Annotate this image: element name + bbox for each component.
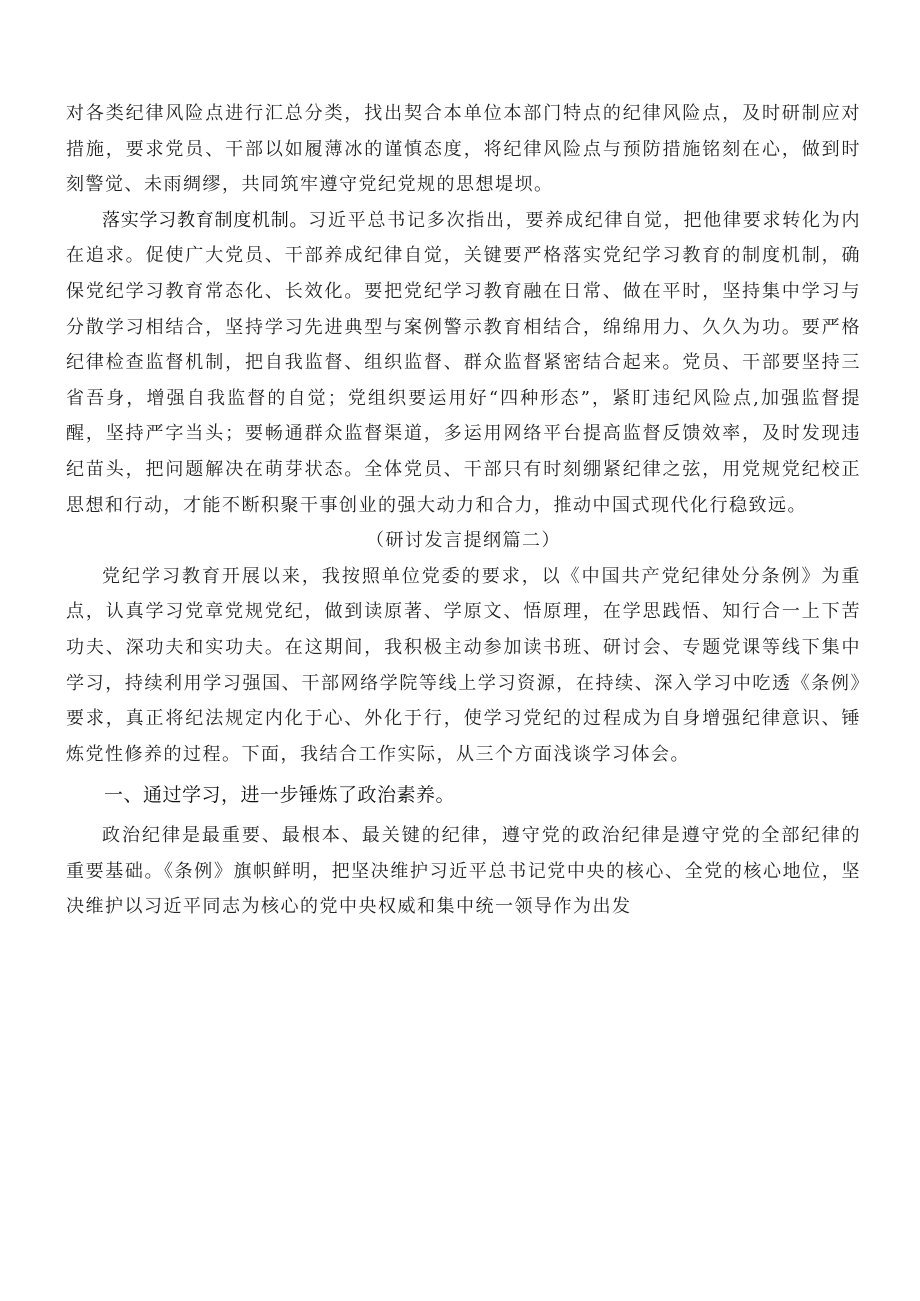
paragraph-risk-points: 对各类纪律风险点进行汇总分类，找出契合本单位本部门特点的纪律风险点，及时研制应对措施，要求党员、干部以如履薄冰的谨慎态度，将纪律风险点与预防措施铭刻在心，做到时刻警觉、未雨绸缪，共同筑牢遵守党纪党规的思想堤坝。 [66,103,861,196]
paragraph-body: 习近平总书记多次指出，要养成纪律自觉，把他律要求转化为内在追求。促使广大党员、干部养成纪律自觉，关键要严格落实党纪学习教育的制度机制，确保党纪学习教育常态化、长效化。要把党纪学习教育融在日常、做在平时，坚持集中学习与分散学习相结合，坚持学习先进典型与案例警示教育相结合，绵绵用力、久久为功。要严格纪律检查监督机制，把自我监督、组织监督、群众监督紧密结合起来。党员、干部要坚持三省吾身，增强自我监督的自觉；党组织要运用好“四种形态”，紧盯违纪风险点,加强监督提醒，坚持严字当头；要畅通群众监督渠道，多运用网络平台提高监督反馈效率，及时发现违纪苗头，把问题解决在萌芽状态。全体党员、干部只有时刻绷紧纪律之弦，用党规党纪校正思想和行动，才能不断积聚干事创业的强大动力和合力，推动中国式现代化行稳致远。 [66,209,861,516]
paragraph-education-mechanism [66,203,861,523]
paragraph-introduction: 党纪学习教育开展以来，我按照单位党委的要求，以《中国共产党纪律处分条例》为重点，认真学习党章党规党纪，做到读原著、学原文、悟原理，在学思践悟、知行合一上下苦功夫、深功夫和实功夫。在这期间，我积极主动参加读书班、研讨会、专题党课等线下集中学习，持续利用学习强国、干部网络学院等线上学习资源，在持续、深入学习中吃透《条例》要求，真正将纪法规定内化于心、外化于行，使学习党纪的过程成为自身增强纪律意识、锤炼党性修养的过程。下面，我结合工作实际，从三个方面浅谈学习体会。 [66,565,861,765]
section-subtitle: （研讨发言提纲篇二） [366,530,561,552]
document-page [66,96,861,925]
paragraph-lead-heading: 落实学习教育制度机制。 [102,209,309,231]
paragraph-political-discipline: 政治纪律是最重要、最根本、最关键的纪律，遵守党的政治纪律是遵守党的全部纪律的重要基础。《条例》旗帜鲜明，把坚决维护习近平总书记党中央的核心、全党的核心地位，坚决维护以习近平同志为核心的党中央权威和集中统一领导作为出发 [66,825,861,918]
section-heading-political-quality: 一、通过学习，进一步锤炼了政治素养。 [104,784,456,807]
